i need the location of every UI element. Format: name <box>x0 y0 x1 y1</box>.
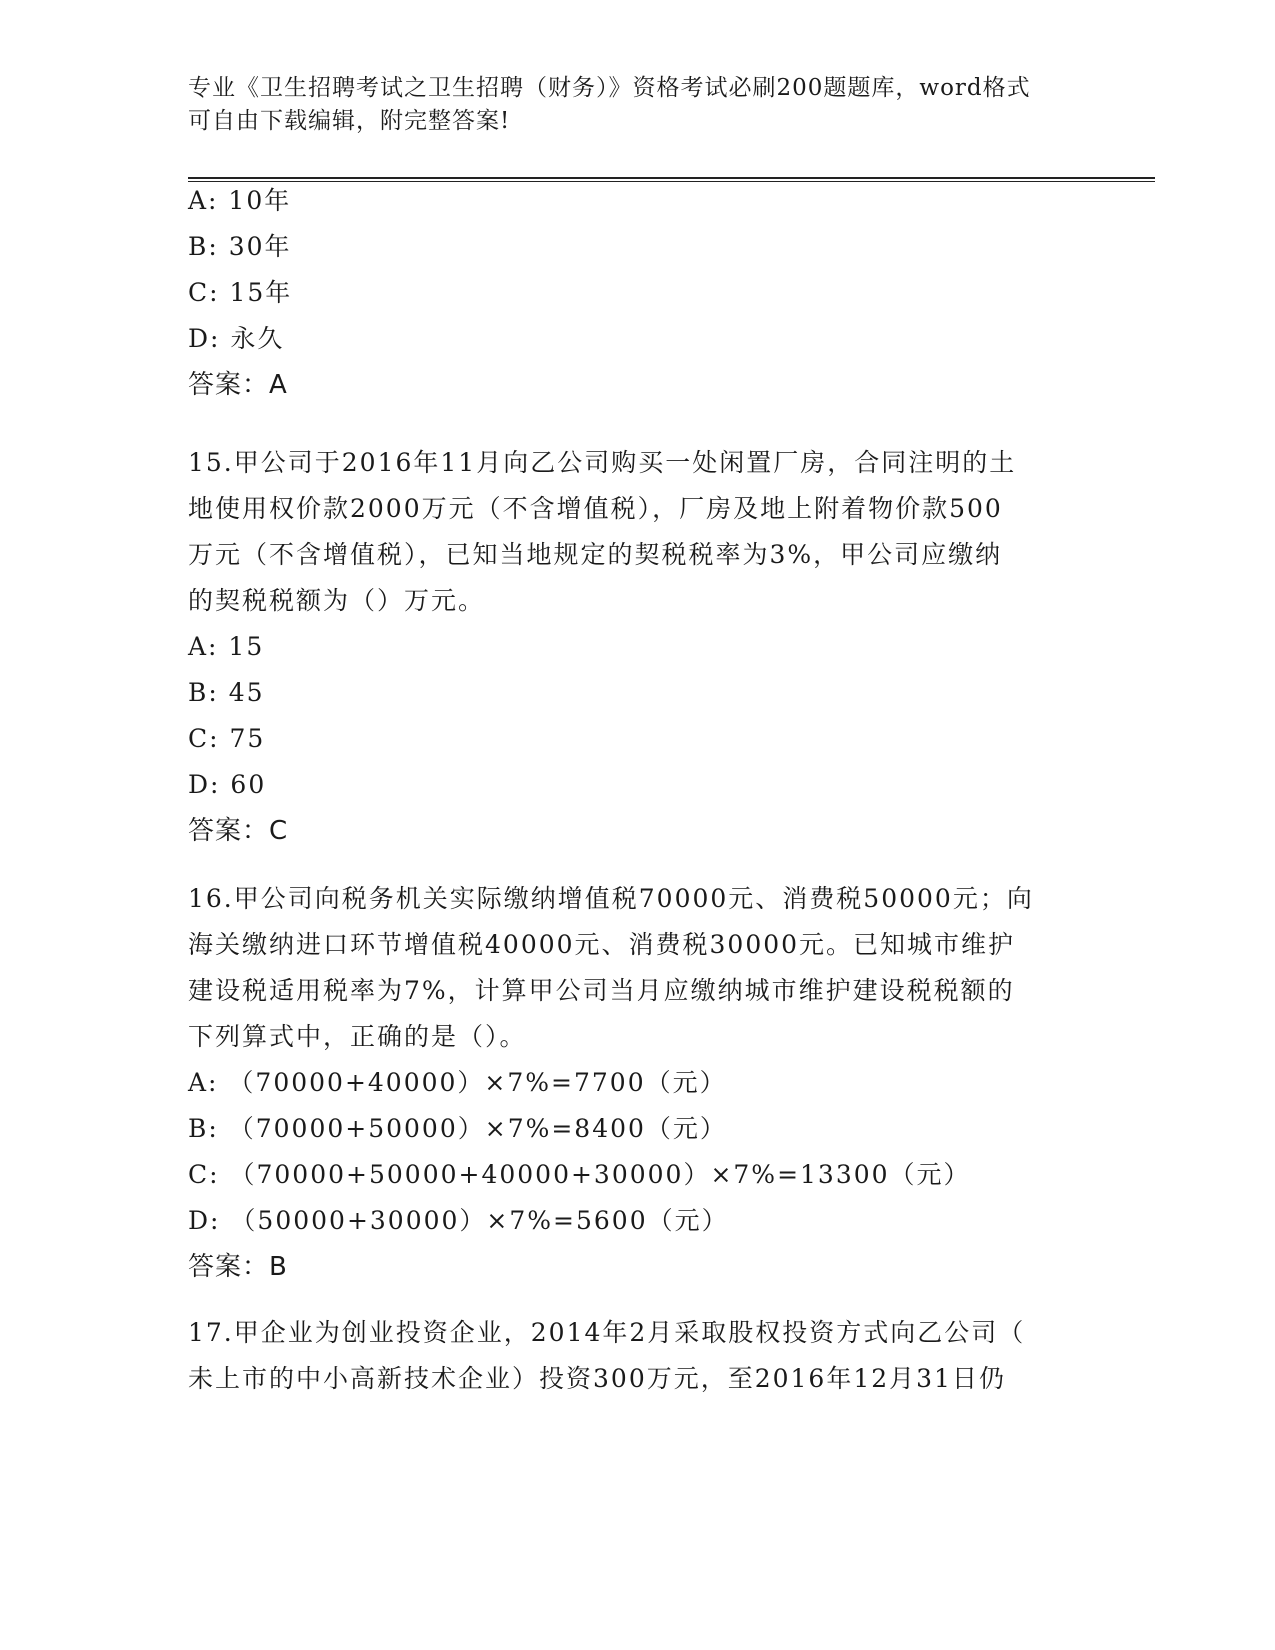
answer: 答案：C <box>188 816 289 846</box>
option-a: A: 10年 <box>188 186 292 215</box>
question-stem-line: 17.甲企业为创业投资企业，2014年2月采取股权投资方式向乙公司（ <box>188 1318 1026 1347</box>
document-page <box>188 0 1088 1650</box>
header-line-1: 专业《卫生招聘考试之卫生招聘（财务）》资格考试必刷200题题库，word格式 <box>188 75 1031 101</box>
header-line-2: 可自由下载编辑，附完整答案! <box>188 108 511 134</box>
question-stem-line: 下列算式中，正确的是（）。 <box>188 1022 527 1051</box>
option-b: B: 45 <box>188 678 265 707</box>
question-stem-line: 地使用权价款2000万元（不含增值税），厂房及地上附着物价款500 <box>188 494 1003 523</box>
option-c: C: 15年 <box>188 278 293 307</box>
option-b: B: （70000+50000）×7%=8400（元） <box>188 1114 727 1143</box>
question-16 <box>188 876 1088 1290</box>
option-c: C: 75 <box>188 724 266 753</box>
question-stem-line: 万元（不含增值税），已知当地规定的契税税率为3%，甲公司应缴纳 <box>188 540 1003 569</box>
question-stem-line: 建设税适用税率为7%，计算甲公司当月应缴纳城市维护建设税税额的 <box>188 976 1015 1005</box>
option-c: C: （70000+50000+40000+30000）×7%=13300（元） <box>188 1160 971 1189</box>
option-d: D: 永久 <box>188 324 285 353</box>
option-a: A: （70000+40000）×7%=7700（元） <box>188 1068 727 1097</box>
option-b: B: 30年 <box>188 232 292 261</box>
question-15 <box>188 440 1088 854</box>
question-stem-line: 16.甲公司向税务机关实际缴纳增值税70000元、消费税50000元；向 <box>188 884 1034 913</box>
question-stem-line: 15.甲公司于2016年11月向乙公司购买一处闲置厂房，合同注明的土 <box>188 448 1017 477</box>
answer: 答案：A <box>188 370 288 400</box>
question-17 <box>188 1310 1088 1402</box>
option-d: D: 60 <box>188 770 267 799</box>
option-d: D: （50000+30000）×7%=5600（元） <box>188 1206 729 1235</box>
question-stem-line: 未上市的中小高新技术企业）投资300万元，至2016年12月31日仍 <box>188 1364 1006 1393</box>
answer: 答案：B <box>188 1252 288 1282</box>
question-stem-line: 海关缴纳进口环节增值税40000元、消费税30000元。已知城市维护 <box>188 930 1016 959</box>
question-stem-line: 的契税税额为（）万元。 <box>188 586 486 615</box>
question-14 <box>188 178 1088 408</box>
document-header <box>188 72 1088 138</box>
option-a: A: 15 <box>188 632 265 661</box>
